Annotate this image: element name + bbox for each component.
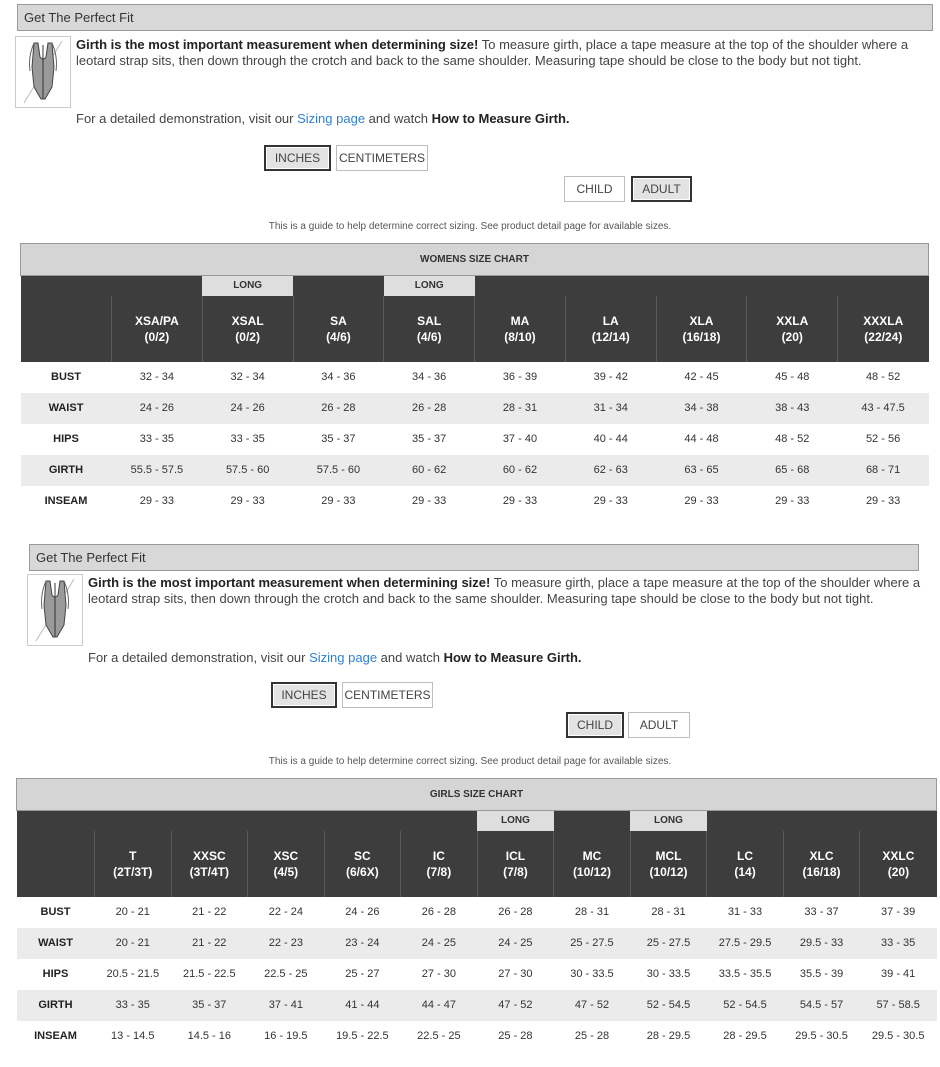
long-row-spacer bbox=[248, 811, 325, 831]
table-cell: 60 - 62 bbox=[475, 455, 566, 486]
table-cell: 25 - 27.5 bbox=[630, 928, 707, 959]
size-range: (20) bbox=[781, 329, 803, 344]
long-row-spacer bbox=[112, 276, 203, 296]
size-range: (4/6) bbox=[416, 329, 442, 344]
table-cell: 25 - 27.5 bbox=[554, 928, 631, 959]
size-column-header bbox=[293, 296, 384, 362]
size-column-header bbox=[860, 831, 937, 897]
size-column-header bbox=[630, 831, 707, 897]
size-column-header bbox=[171, 831, 248, 897]
table-cell: 29 - 33 bbox=[230, 495, 265, 507]
table-cell: 47 - 52 bbox=[477, 990, 554, 1021]
size-column-header bbox=[384, 296, 475, 362]
girls-size-chart bbox=[16, 778, 937, 1052]
adult-button[interactable]: ADULT bbox=[628, 712, 690, 738]
size-column-header bbox=[324, 831, 401, 897]
size-code: T bbox=[129, 848, 137, 863]
size-range: (3T/4T) bbox=[189, 864, 229, 879]
row-label: INSEAM bbox=[34, 1030, 77, 1042]
chart-title: GIRLS SIZE CHART bbox=[17, 779, 937, 811]
table-cell: 19.5 - 22.5 bbox=[336, 1030, 389, 1042]
table-cell: 24 - 26 bbox=[345, 906, 380, 918]
table-cell: 33 - 35 bbox=[230, 433, 265, 445]
demo-line bbox=[76, 111, 570, 126]
size-column-header bbox=[565, 296, 656, 362]
long-row-spacer bbox=[565, 276, 656, 296]
size-code: LA bbox=[602, 313, 619, 328]
table-cell: 24 - 25 bbox=[401, 928, 478, 959]
how-to-measure-girth: How to Measure Girth. bbox=[431, 111, 570, 126]
table-cell: 34 - 36 bbox=[321, 371, 356, 383]
table-cell: 33 - 35 bbox=[860, 928, 937, 959]
fit-bar-title: Get The Perfect Fit bbox=[17, 4, 933, 31]
table-cell: 25 - 27 bbox=[345, 968, 380, 980]
table-cell: 20 - 21 bbox=[115, 906, 150, 918]
table-cell: 24 - 25 bbox=[477, 928, 554, 959]
table-cell: 25 - 28 bbox=[574, 1030, 610, 1042]
table-cell: 29 - 33 bbox=[593, 495, 628, 507]
table-cell: 33.5 - 35.5 bbox=[718, 968, 772, 980]
table-cell: 44 - 48 bbox=[684, 433, 719, 445]
size-column-header bbox=[202, 296, 293, 362]
table-cell: 29 - 33 bbox=[139, 495, 174, 507]
size-column-header bbox=[248, 831, 325, 897]
sizing-page-link[interactable]: Sizing page bbox=[309, 650, 378, 665]
size-range: (0/2) bbox=[144, 329, 170, 344]
long-badge: LONG bbox=[202, 276, 293, 296]
size-code: MC bbox=[582, 848, 602, 863]
leotard-figure-icon bbox=[15, 36, 71, 108]
table-cell: 28 - 31 bbox=[574, 906, 610, 918]
inches-button[interactable]: INCHES bbox=[264, 145, 331, 171]
table-cell: 21 - 22 bbox=[192, 906, 227, 918]
table-cell: 34 - 36 bbox=[412, 371, 447, 383]
long-row-spacer bbox=[554, 811, 631, 831]
table-cell: 47 - 52 bbox=[554, 990, 631, 1021]
table-cell: 52 - 54.5 bbox=[707, 990, 784, 1021]
table-cell: 48 - 52 bbox=[775, 433, 810, 445]
size-column-header bbox=[656, 296, 747, 362]
demo-line bbox=[88, 650, 582, 665]
table-cell: 28 - 29.5 bbox=[723, 1030, 767, 1042]
row-label: GIRTH bbox=[21, 455, 112, 486]
table-cell: 27 - 30 bbox=[498, 968, 533, 980]
table-cell: 22.5 - 25 bbox=[417, 1030, 461, 1042]
table-cell: 21 - 22 bbox=[171, 928, 248, 959]
size-column-header bbox=[838, 296, 929, 362]
size-range: (10/12) bbox=[572, 864, 611, 879]
girth-intro bbox=[76, 37, 936, 69]
chart-title: WOMENS SIZE CHART bbox=[21, 244, 929, 276]
table-row bbox=[21, 455, 929, 486]
table-cell: 20.5 - 21.5 bbox=[106, 968, 160, 980]
child-button[interactable]: CHILD bbox=[566, 712, 624, 738]
long-row-spacer bbox=[17, 811, 95, 831]
table-cell: 29 - 33 bbox=[775, 495, 810, 507]
girth-intro-bold: Girth is the most important measurement when determining size! bbox=[76, 37, 479, 52]
table-cell: 23 - 24 bbox=[324, 928, 401, 959]
table-cell: 30 - 33.5 bbox=[570, 968, 614, 980]
size-range: (20) bbox=[887, 864, 910, 879]
long-badge: LONG bbox=[477, 811, 554, 831]
table-cell: 45 - 48 bbox=[775, 371, 810, 383]
girth-intro-text: To measure girth, place a tape measure at the top of the shoulder where a leotard strap sits, then down through the crotch and back to the same shoulder. Measuring tape should be close to the body but not tight. bbox=[88, 575, 921, 606]
fit-bar-title: Get The Perfect Fit bbox=[29, 544, 919, 571]
table-cell: 41 - 44 bbox=[324, 990, 401, 1021]
table-cell: 62 - 63 bbox=[565, 455, 656, 486]
table-cell: 24 - 26 bbox=[202, 393, 293, 424]
size-column-header bbox=[401, 831, 478, 897]
table-cell: 48 - 52 bbox=[865, 371, 901, 383]
table-cell: 40 - 44 bbox=[593, 433, 628, 445]
long-row-spacer bbox=[707, 811, 784, 831]
size-column-header bbox=[95, 831, 172, 897]
table-cell: 22.5 - 25 bbox=[264, 968, 308, 980]
table-cell: 30 - 33.5 bbox=[646, 968, 691, 980]
table-cell: 28 - 29.5 bbox=[646, 1030, 691, 1042]
table-cell: 39 - 41 bbox=[881, 968, 916, 980]
long-row-spacer bbox=[324, 811, 401, 831]
size-code: IC bbox=[432, 848, 445, 863]
size-code: XSAL bbox=[231, 313, 264, 328]
size-code: XLC bbox=[809, 848, 834, 863]
table-cell: 22 - 24 bbox=[268, 906, 303, 918]
size-range: (7/8) bbox=[426, 864, 452, 879]
table-cell: 29 - 33 bbox=[865, 495, 901, 507]
long-row-spacer bbox=[747, 276, 838, 296]
inches-button[interactable]: INCHES bbox=[271, 682, 337, 708]
table-cell: 63 - 65 bbox=[656, 455, 747, 486]
row-label: INSEAM bbox=[44, 495, 88, 507]
size-range: (8/10) bbox=[504, 329, 536, 344]
table-row bbox=[17, 959, 937, 990]
long-row-spacer bbox=[293, 276, 384, 296]
long-row-spacer bbox=[401, 811, 478, 831]
size-code: LC bbox=[737, 848, 754, 863]
table-cell: 24 - 26 bbox=[112, 393, 203, 424]
girth-intro bbox=[88, 575, 936, 607]
size-range: (6/6X) bbox=[346, 864, 379, 879]
sizing-page-link[interactable]: Sizing page bbox=[297, 111, 366, 126]
long-row-spacer bbox=[21, 276, 112, 296]
row-label: BUST bbox=[40, 906, 71, 918]
child-button[interactable]: CHILD bbox=[564, 176, 625, 202]
long-row-spacer bbox=[838, 276, 929, 296]
size-range: (2T/3T) bbox=[113, 864, 153, 879]
size-code: SAL bbox=[417, 313, 442, 328]
table-cell: 14.5 - 16 bbox=[187, 1030, 231, 1042]
table-cell: 29 - 33 bbox=[502, 495, 538, 507]
table-cell: 29 - 33 bbox=[684, 495, 719, 507]
table-cell: 57.5 - 60 bbox=[293, 455, 384, 486]
size-range: (10/12) bbox=[649, 864, 688, 879]
table-cell: 29.5 - 33 bbox=[783, 928, 860, 959]
long-row-spacer bbox=[656, 276, 747, 296]
table-cell: 13 - 14.5 bbox=[111, 1030, 155, 1042]
long-badge: LONG bbox=[630, 811, 707, 831]
table-row bbox=[17, 990, 937, 1021]
centimeters-button[interactable]: CENTIMETERS bbox=[336, 145, 428, 171]
table-cell: 35 - 37 bbox=[321, 433, 356, 445]
table-cell: 29.5 - 30.5 bbox=[871, 1030, 925, 1042]
how-to-measure-girth: How to Measure Girth. bbox=[443, 650, 582, 665]
row-label: WAIST bbox=[21, 393, 112, 424]
size-column-header bbox=[477, 831, 554, 897]
table-cell: 33 - 35 bbox=[95, 990, 172, 1021]
table-cell: 57.5 - 60 bbox=[202, 455, 293, 486]
size-range: (4/5) bbox=[273, 864, 299, 879]
table-cell: 26 - 28 bbox=[293, 393, 384, 424]
table-cell: 29 - 33 bbox=[321, 495, 356, 507]
table-cell: 26 - 28 bbox=[421, 906, 457, 918]
size-range: (16/18) bbox=[802, 864, 841, 879]
size-column-header bbox=[554, 831, 631, 897]
table-cell: 28 - 31 bbox=[475, 393, 566, 424]
size-range: (22/24) bbox=[864, 329, 903, 344]
table-cell: 27 - 30 bbox=[421, 968, 457, 980]
table-cell: 35.5 - 39 bbox=[799, 968, 844, 980]
size-column-header bbox=[783, 831, 860, 897]
size-range: (4/6) bbox=[326, 329, 351, 344]
table-cell: 35 - 37 bbox=[412, 433, 447, 445]
row-label: WAIST bbox=[17, 928, 95, 959]
demo-mid: and watch bbox=[365, 111, 432, 126]
table-cell: 52 - 54.5 bbox=[630, 990, 707, 1021]
table-cell: 36 - 39 bbox=[502, 371, 538, 383]
table-cell: 22 - 23 bbox=[248, 928, 325, 959]
girth-intro-text: To measure girth, place a tape measure at the top of the shoulder where a leotard strap sits, then down through the crotch and back to the same shoulder. Measuring tape should be close to the body but not tight. bbox=[76, 37, 909, 68]
size-code: SC bbox=[354, 848, 371, 863]
womens-size-chart bbox=[20, 243, 929, 517]
size-code: XXLA bbox=[776, 313, 809, 328]
table-row bbox=[21, 362, 929, 393]
table-cell: 57 - 58.5 bbox=[860, 990, 937, 1021]
long-row-spacer bbox=[860, 811, 937, 831]
table-cell: 37 - 39 bbox=[881, 906, 916, 918]
table-cell: 16 - 19.5 bbox=[264, 1030, 308, 1042]
size-range: (7/8) bbox=[503, 864, 528, 879]
size-code: XXSC bbox=[192, 848, 226, 863]
size-code: XSA/PA bbox=[134, 313, 179, 328]
table-cell: 34 - 38 bbox=[656, 393, 747, 424]
table-cell: 26 - 28 bbox=[498, 906, 533, 918]
table-cell: 29.5 - 30.5 bbox=[795, 1030, 848, 1042]
size-code: SA bbox=[330, 313, 347, 328]
row-label: GIRTH bbox=[17, 990, 95, 1021]
adult-button[interactable]: ADULT bbox=[631, 176, 692, 202]
size-code: XXLC bbox=[882, 848, 915, 863]
size-code: MCL bbox=[655, 848, 682, 863]
table-cell: 68 - 71 bbox=[838, 455, 929, 486]
table-cell: 60 - 62 bbox=[384, 455, 475, 486]
table-cell: 37 - 41 bbox=[248, 990, 325, 1021]
demo-mid: and watch bbox=[377, 650, 444, 665]
table-cell: 43 - 47.5 bbox=[838, 393, 929, 424]
long-row-spacer bbox=[783, 811, 860, 831]
table-cell: 35 - 37 bbox=[171, 990, 248, 1021]
row-label: BUST bbox=[51, 371, 81, 383]
table-row bbox=[21, 424, 929, 455]
table-cell: 52 - 56 bbox=[865, 433, 901, 445]
table-cell: 20 - 21 bbox=[95, 928, 172, 959]
sizing-guide-note: This is a guide to help determine correct sizing. See product detail page for available sizes. bbox=[268, 221, 672, 232]
table-cell: 32 - 34 bbox=[139, 371, 174, 383]
long-row-spacer bbox=[475, 276, 566, 296]
row-label: HIPS bbox=[42, 968, 69, 980]
table-row bbox=[17, 928, 937, 959]
table-cell: 29 - 33 bbox=[412, 495, 447, 507]
size-range: (12/14) bbox=[591, 329, 630, 344]
table-cell: 31 - 34 bbox=[565, 393, 656, 424]
size-column-header bbox=[707, 831, 784, 897]
table-row bbox=[17, 897, 937, 928]
size-code: XSC bbox=[273, 848, 299, 863]
size-code: ICL bbox=[505, 848, 526, 863]
table-cell: 27.5 - 29.5 bbox=[707, 928, 784, 959]
table-cell: 28 - 31 bbox=[651, 906, 686, 918]
table-cell: 42 - 45 bbox=[684, 371, 719, 383]
table-cell: 25 - 28 bbox=[498, 1030, 533, 1042]
size-range: (14) bbox=[734, 864, 756, 879]
table-cell: 33 - 37 bbox=[804, 906, 839, 918]
size-code: MA bbox=[510, 313, 530, 328]
table-cell: 37 - 40 bbox=[502, 433, 538, 445]
table-row bbox=[21, 393, 929, 424]
table-row bbox=[21, 486, 929, 517]
table-cell: 31 - 33 bbox=[727, 906, 763, 918]
table-cell: 65 - 68 bbox=[747, 455, 838, 486]
size-header-corner bbox=[17, 831, 95, 897]
table-cell: 21.5 - 22.5 bbox=[183, 968, 236, 980]
table-cell: 26 - 28 bbox=[384, 393, 475, 424]
sizing-guide-note: This is a guide to help determine correct sizing. See product detail page for available sizes. bbox=[268, 756, 672, 767]
centimeters-button[interactable]: CENTIMETERS bbox=[342, 682, 433, 708]
demo-pre: For a detailed demonstration, visit our bbox=[88, 650, 310, 665]
girth-intro-bold: Girth is the most important measurement when determining size! bbox=[88, 575, 491, 590]
size-range: (0/2) bbox=[235, 329, 260, 344]
table-row bbox=[17, 1021, 937, 1052]
size-header-corner bbox=[21, 296, 112, 362]
size-column-header bbox=[475, 296, 566, 362]
size-code: XLA bbox=[689, 313, 714, 328]
size-range: (16/18) bbox=[682, 329, 721, 344]
long-row-spacer bbox=[95, 811, 172, 831]
table-cell: 39 - 42 bbox=[593, 371, 628, 383]
size-column-header bbox=[112, 296, 203, 362]
demo-pre: For a detailed demonstration, visit our bbox=[76, 111, 298, 126]
size-column-header bbox=[747, 296, 838, 362]
leotard-figure-icon bbox=[27, 574, 83, 646]
table-cell: 55.5 - 57.5 bbox=[112, 455, 203, 486]
table-cell: 32 - 34 bbox=[230, 371, 265, 383]
long-row-spacer bbox=[171, 811, 248, 831]
table-cell: 54.5 - 57 bbox=[783, 990, 860, 1021]
long-badge: LONG bbox=[384, 276, 475, 296]
table-cell: 33 - 35 bbox=[139, 433, 174, 445]
table-cell: 44 - 47 bbox=[401, 990, 478, 1021]
row-label: HIPS bbox=[53, 433, 79, 445]
table-cell: 38 - 43 bbox=[747, 393, 838, 424]
size-code: XXXLA bbox=[863, 313, 904, 328]
